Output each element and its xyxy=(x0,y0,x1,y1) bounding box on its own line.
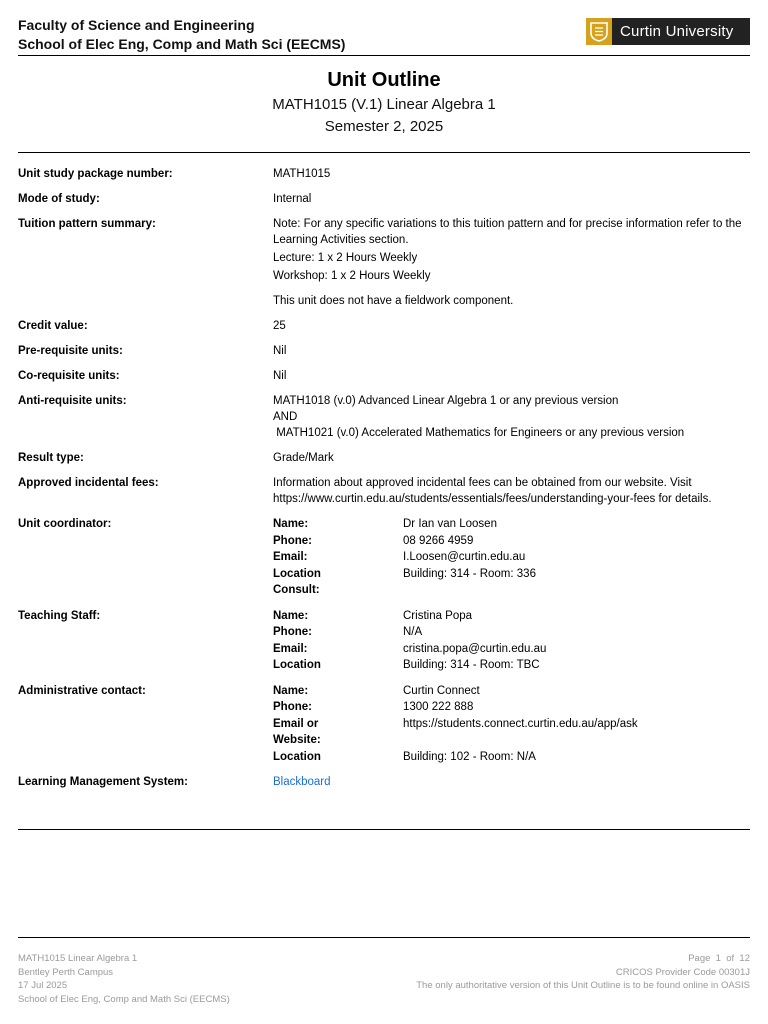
detail-row xyxy=(18,368,750,384)
contact-value: Building: 314 - Room: 336 xyxy=(403,567,536,580)
footer-right xyxy=(416,952,750,993)
contact-key: Location xyxy=(273,659,321,671)
contact-values xyxy=(403,516,750,599)
title-block xyxy=(0,66,768,138)
footer-divider xyxy=(18,937,750,938)
contact-value: https://students.connect.curtin.edu.au/app/ask xyxy=(403,717,638,730)
detail-row xyxy=(18,450,750,466)
crest-icon xyxy=(586,18,612,45)
detail-row xyxy=(18,774,750,790)
detail-label: Credit value: xyxy=(18,320,88,332)
detail-row xyxy=(18,393,750,441)
curtin-logo xyxy=(586,18,750,45)
footer-unit: MATH1015 Linear Algebra 1 xyxy=(18,953,138,964)
contact-key: Email: xyxy=(273,551,308,563)
contact-values xyxy=(403,608,750,674)
detail-value: Information about approved incidental fees can be obtained from our website. Visit https://www.curtin.edu.au/students/essentials/fees/understanding-your-fees for details. xyxy=(273,477,712,505)
unit-details xyxy=(18,166,750,799)
antireq-line: MATH1018 (v.0) Advanced Linear Algebra 1 or any previous version xyxy=(273,395,619,407)
detail-label: Unit coordinator: xyxy=(18,518,112,530)
contact-spacer xyxy=(403,732,750,749)
detail-label: Learning Management System: xyxy=(18,776,188,788)
contact-value: Dr Ian van Loosen xyxy=(403,518,497,530)
detail-row xyxy=(18,516,750,599)
detail-value: Internal xyxy=(273,193,312,205)
antireq-line: MATH1021 (v.0) Accelerated Mathematics for Engineers or any previous version xyxy=(273,427,685,439)
tuition-lecture: Lecture: 1 x 2 Hours Weekly xyxy=(273,252,418,264)
contact-key: Location xyxy=(273,567,321,580)
faculty-name: Faculty of Science and Engineering xyxy=(18,17,255,33)
content-divider xyxy=(18,829,750,830)
contact-key: Website: xyxy=(273,734,321,746)
contact-keys xyxy=(273,516,403,599)
contact-value: 1300 222 888 xyxy=(403,701,474,713)
contact-value: 08 9266 4959 xyxy=(403,534,474,547)
contact-key: Phone: xyxy=(273,534,312,547)
detail-row xyxy=(18,475,750,507)
coordinator-contact xyxy=(273,516,750,599)
contact-value: Curtin Connect xyxy=(403,684,480,697)
contact-key: Location xyxy=(273,750,321,763)
contact-value: Cristina Popa xyxy=(403,609,473,622)
detail-label: Approved incidental fees: xyxy=(18,477,159,489)
contact-key: Email or xyxy=(273,717,319,730)
footer-date: 17 Jul 2025 xyxy=(18,980,68,991)
contact-value: Building: 314 - Room: TBC xyxy=(403,659,540,671)
detail-value: 25 xyxy=(273,320,286,332)
detail-label: Result type: xyxy=(18,452,84,464)
tuition-fieldwork: This unit does not have a fieldwork component. xyxy=(273,295,514,307)
unit-title: MATH1015 (V.1) Linear Algebra 1 xyxy=(272,96,496,113)
school-name: School of Elec Eng, Comp and Math Sci (EECMS) xyxy=(18,36,346,52)
detail-value xyxy=(273,393,750,441)
detail-label: Co-requisite units: xyxy=(18,370,120,382)
contact-keys xyxy=(273,683,403,766)
oasis-notice: The only authoritative version of this Unit Outline is to be found online in OASIS xyxy=(416,980,750,991)
contact-key: Name: xyxy=(273,684,309,697)
detail-label: Tuition pattern summary: xyxy=(18,218,156,230)
cricos-code: CRICOS Provider Code 00301J xyxy=(615,966,750,978)
detail-value: MATH1015 xyxy=(273,168,331,180)
contact-key: Phone: xyxy=(273,626,312,638)
detail-row xyxy=(18,318,750,334)
footer-campus: Bentley Perth Campus xyxy=(18,966,114,978)
contact-key: Phone: xyxy=(273,701,312,713)
admin-contact xyxy=(273,683,750,766)
detail-row xyxy=(18,683,750,766)
detail-label: Administrative contact: xyxy=(18,684,146,697)
contact-keys xyxy=(273,608,403,674)
contact-key: Consult: xyxy=(273,584,320,596)
contact-value: N/A xyxy=(403,626,423,638)
contact-key: Name: xyxy=(273,609,309,622)
contact-values xyxy=(403,683,750,766)
detail-row xyxy=(18,608,750,674)
contact-value: cristina.popa@curtin.edu.au xyxy=(403,642,547,655)
detail-label: Mode of study: xyxy=(18,193,100,205)
detail-row xyxy=(18,343,750,359)
detail-value: Nil xyxy=(273,370,287,382)
tuition-note: Note: For any specific variations to this tuition pattern and for precise information refer to the Learning Activities section. xyxy=(273,218,742,246)
detail-row xyxy=(18,216,750,309)
page-title: Unit Outline xyxy=(327,69,441,91)
detail-row xyxy=(18,166,750,182)
tuition-workshop: Workshop: 1 x 2 Hours Weekly xyxy=(273,270,431,282)
header-divider xyxy=(18,55,750,56)
detail-label: Teaching Staff: xyxy=(18,609,101,622)
detail-value xyxy=(273,216,750,309)
footer-left xyxy=(18,952,230,1006)
detail-value: Nil xyxy=(273,345,287,357)
page-header xyxy=(18,16,750,56)
contact-key: Email: xyxy=(273,642,308,655)
contact-value: Building: 102 - Room: N/A xyxy=(403,750,536,763)
contact-value: I.Loosen@curtin.edu.au xyxy=(403,551,526,563)
logo-text: Curtin University xyxy=(620,23,734,40)
semester: Semester 2, 2025 xyxy=(324,118,444,135)
antireq-line: AND xyxy=(273,411,298,423)
detail-label: Unit study package number: xyxy=(18,168,173,180)
title-divider xyxy=(18,152,750,153)
contact-key: Name: xyxy=(273,518,309,530)
detail-label: Pre-requisite units: xyxy=(18,345,123,357)
detail-value: Grade/Mark xyxy=(273,452,334,464)
teaching-contact xyxy=(273,608,750,674)
detail-label: Anti-requisite units: xyxy=(18,395,127,407)
detail-row xyxy=(18,191,750,207)
blackboard-link[interactable]: Blackboard xyxy=(273,776,331,788)
footer-school: School of Elec Eng, Comp and Math Sci (EECMS) xyxy=(18,993,230,1005)
page-number: Page 1 of 12 xyxy=(688,953,750,964)
